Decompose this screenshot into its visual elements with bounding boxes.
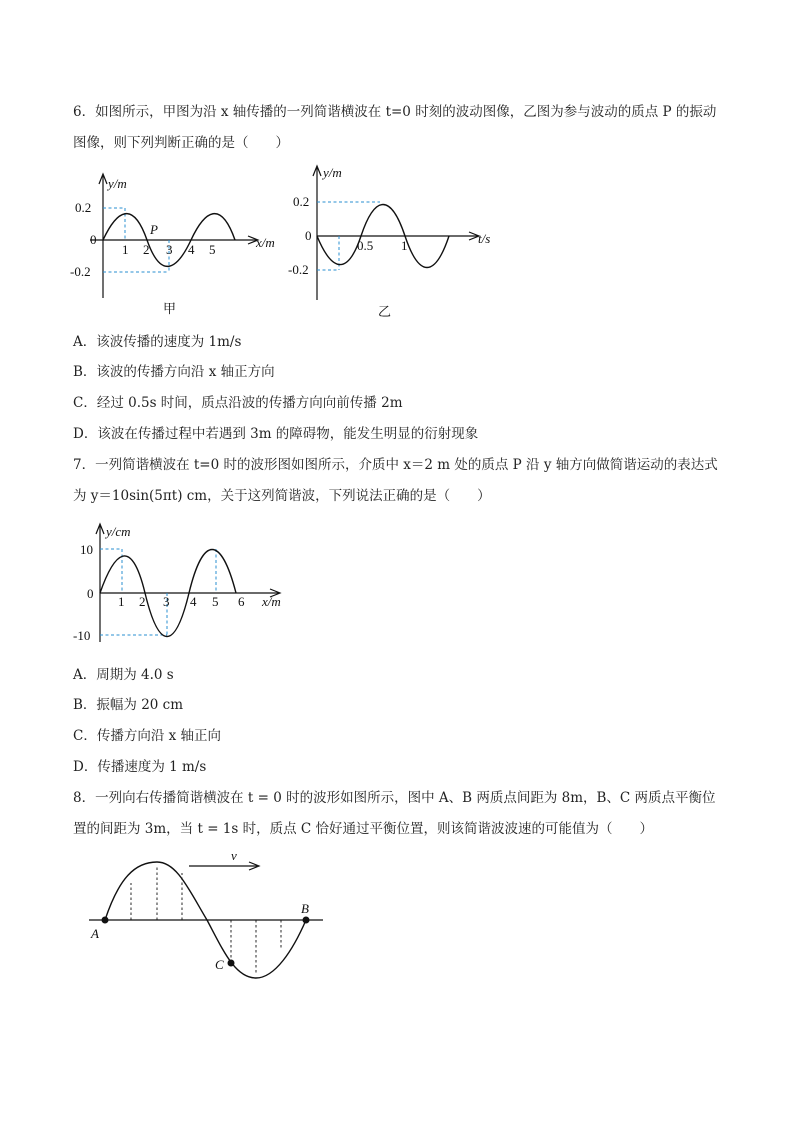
q7-x-tick-1: 1	[118, 594, 125, 609]
jia-x-tick-3: 3	[166, 242, 173, 257]
q7-y-tick-10: 10	[80, 542, 93, 557]
jia-x-tick-1: 1	[122, 242, 129, 257]
q7-x-tick-6: 6	[238, 594, 245, 609]
q6-option-a: A．该波传播的速度为 1m/s	[73, 334, 242, 350]
q8-figure	[85, 845, 335, 990]
q8-stem-line1: 8．一列向右传播简谐横波在 t = 0 时的波形如图所示，图中 A、B 两质点间距为 8m，B、C 两质点平衡位	[73, 790, 716, 806]
q7-figure	[70, 518, 300, 648]
q7-stem-line1: 7．一列简谐横波在 t=0 时的波形图如图所示，介质中 x＝2 m 处的质点 P 沿 y 轴方向做简谐运动的表达式	[73, 457, 718, 473]
q8-velocity-label: v	[231, 848, 237, 863]
q8-label-a: A	[91, 926, 99, 941]
yi-caption: 乙	[378, 305, 392, 320]
q7-option-b: B．振幅为 20 cm	[73, 697, 184, 713]
jia-x-tick-2: 2	[143, 242, 150, 257]
jia-x-label: x/m	[256, 235, 275, 250]
q6-stem-line1: 6．如图所示，甲图为沿 x 轴传播的一列简谐横波在 t=0 时刻的波动图像，乙图为参与波动的质点 P 的振动	[73, 104, 717, 120]
q7-x-tick-4: 4	[190, 594, 197, 609]
jia-y-tick-neg0.2: -0.2	[70, 264, 91, 279]
q7-option-c: C．传播方向沿 x 轴正向	[73, 728, 222, 744]
q7-option-a: A．周期为 4.0 s	[73, 667, 174, 683]
yi-y-label: y/m	[323, 165, 342, 180]
jia-origin-label: 0	[90, 232, 97, 247]
jia-caption: 甲	[163, 302, 177, 317]
yi-x-label: t/s	[478, 231, 491, 246]
q6-figure-jia	[70, 168, 290, 323]
q7-x-tick-2: 2	[139, 594, 146, 609]
q7-x-label: x/m	[262, 594, 281, 609]
q6-figure-yi	[285, 160, 505, 325]
jia-y-label: y/m	[108, 176, 127, 191]
q7-option-d: D．传播速度为 1 m/s	[73, 759, 207, 775]
yi-origin-label: 0	[305, 228, 312, 243]
q7-x-tick-5: 5	[212, 594, 219, 609]
yi-x-tick-1: 1	[401, 238, 408, 253]
jia-x-tick-5: 5	[209, 242, 216, 257]
q7-y-label: y/cm	[106, 524, 131, 539]
q6-option-c: C．经过 0.5s 时间，质点沿波的传播方向向前传播 2m	[73, 395, 403, 411]
yi-y-tick-neg0.2: -0.2	[288, 262, 309, 277]
q8-label-b: B	[301, 901, 309, 916]
jia-y-tick-0.2: 0.2	[75, 200, 92, 215]
q6-option-d: D．该波在传播过程中若遇到 3m 的障碍物，能发生明显的衍射现象	[73, 426, 479, 442]
q6-stem-line2: 图像，则下列判断正确的是（ ）	[73, 135, 289, 151]
yi-x-tick-0.5: 0.5	[357, 238, 374, 253]
q7-y-tick-neg10: -10	[73, 628, 91, 643]
jia-point-p-label: P	[150, 222, 158, 237]
jia-x-tick-4: 4	[188, 242, 195, 257]
q8-stem-line2: 置的间距为 3m，当 t = 1s 时，质点 C 恰好通过平衡位置，则该简谐波波速的可能值为（ ）	[73, 821, 654, 837]
yi-y-tick-0.2: 0.2	[293, 194, 310, 209]
q6-option-b: B．该波的传播方向沿 x 轴正方向	[73, 364, 275, 380]
q8-label-c: C	[215, 957, 224, 972]
q7-origin-label: 0	[87, 586, 94, 601]
q7-x-tick-3: 3	[163, 594, 170, 609]
q7-stem-line2: 为 y＝10sin(5πt) cm，关于这列简谐波，下列说法正确的是（ ）	[73, 488, 491, 504]
